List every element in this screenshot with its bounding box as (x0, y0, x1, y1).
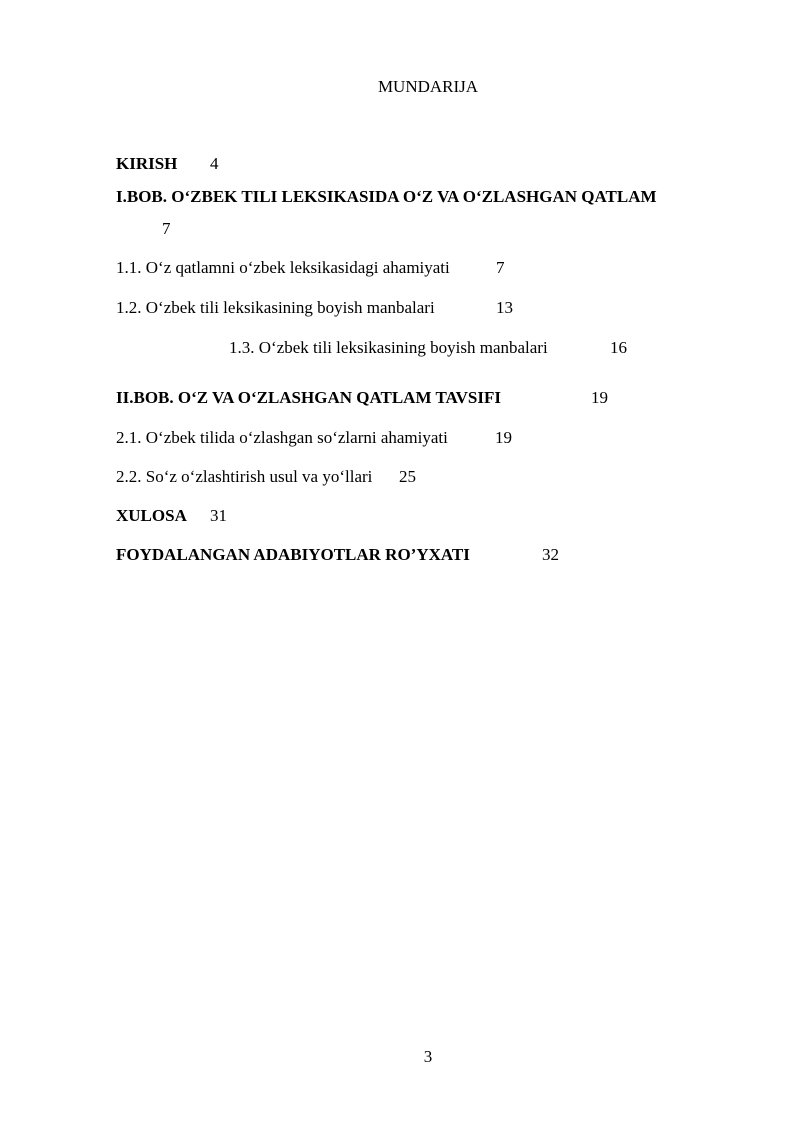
toc-entry-kirish (116, 154, 219, 174)
toc-entry-chapter-1 (116, 187, 657, 207)
toc-entry-page: 13 (496, 298, 513, 317)
toc-entry-xulosa (116, 506, 227, 526)
toc-entry-page: 31 (210, 506, 227, 525)
toc-entry-page: 32 (542, 545, 559, 564)
toc-entry-1-2 (116, 298, 513, 318)
toc-entry-1-1 (116, 258, 505, 278)
toc-entry-chapter-1-page: 7 (162, 219, 171, 238)
toc-entry-page: 7 (496, 258, 505, 277)
toc-entry-text: II.BOB. O‘Z VA O‘ZLASHGAN QATLAM TAVSIFI (116, 388, 501, 407)
toc-entry-bibliography (116, 545, 559, 565)
toc-entry-page: 16 (610, 338, 627, 357)
toc-entry-text: 2.1. O‘zbek tilida o‘zlashgan so‘zlarni ahamiyati (116, 428, 448, 447)
toc-entry-page: 19 (591, 388, 608, 407)
toc-entry-text: 1.2. O‘zbek tili leksikasining boyish manbalari (116, 298, 435, 317)
page-title: MUNDARIJA (377, 77, 479, 96)
toc-entry-page: 4 (210, 154, 219, 173)
toc-entry-2-1 (116, 428, 512, 448)
toc-entry-text: I.BOB. O‘ZBEK TILI LEKSIKASIDA O‘Z VA O‘ZLASHGAN QATLAM (116, 187, 657, 206)
toc-entry-text: FOYDALANGAN ADABIYOTLAR RO’YXATI (116, 545, 470, 564)
toc-entry-2-2 (116, 467, 416, 487)
toc-entry-page: 25 (399, 467, 416, 486)
toc-entry-text: XULOSA (116, 506, 187, 525)
toc-entry-text: 1.3. O‘zbek tili leksikasining boyish manbalari (229, 338, 548, 357)
page-number: 3 (423, 1047, 433, 1066)
toc-entry-chapter-2 (116, 388, 608, 408)
toc-entry-page: 19 (495, 428, 512, 447)
toc-entry-1-3 (229, 338, 627, 358)
toc-entry-text: KIRISH (116, 154, 178, 173)
toc-entry-text: 2.2. So‘z o‘zlashtirish usul va yo‘llari (116, 467, 373, 486)
toc-entry-text: 1.1. O‘z qatlamni o‘zbek leksikasidagi ahamiyati (116, 258, 450, 277)
